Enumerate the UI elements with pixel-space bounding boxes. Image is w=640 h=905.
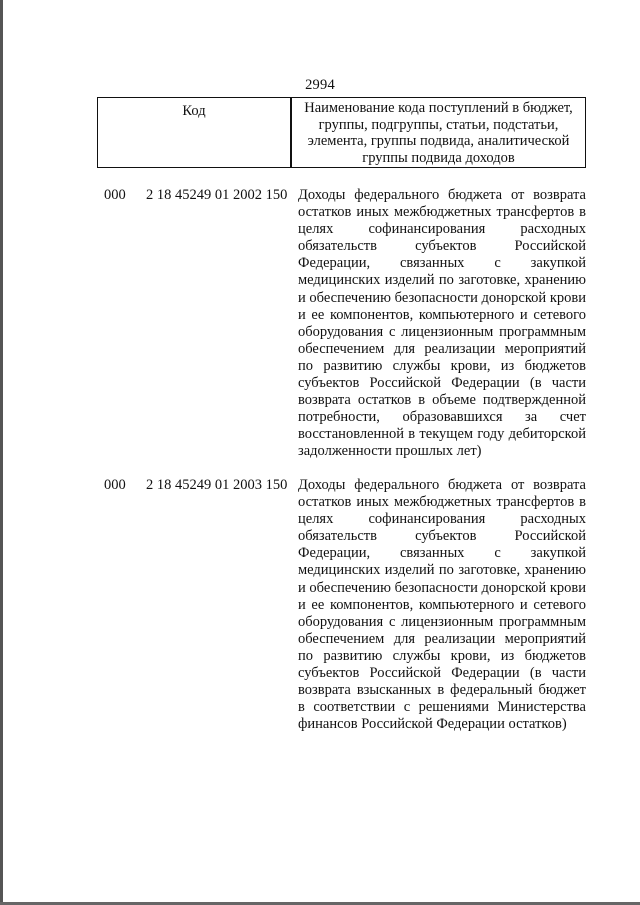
- revenue-code: 2 18 45249 01 2002 150: [146, 187, 288, 203]
- admin-code: 000: [104, 477, 126, 493]
- scan-edge-left: [0, 0, 3, 905]
- revenue-code: 2 18 45249 01 2003 150: [146, 477, 288, 493]
- header-name-label: Наименование кода поступлений в бюджет, группы, подгруппы, статьи, подстатьи, элемента, группы подвида, аналитической группы подвида доходов: [304, 100, 573, 166]
- admin-code: 000: [104, 187, 126, 203]
- header-table: [97, 97, 586, 168]
- revenue-description: Доходы федерального бюджета от возврата остатков иных межбюджетных трансфертов в целях софинансирования расходных обязательств субъектов Российской Федерации, связанных с закупкой медицинских изделий по заготовке, хранению и обеспечению безопасности донорской крови и ее компонентов, компьютерного и сетевого оборудования с лицензионным программным обеспечением для реализации мероприятий по развитию службы крови, из бюджетов субъектов Российской Федерации (в части возврата остатков в объеме подтвержденной потребности, образовавшихся за счет восстановленной в текущем году дебиторской задолженности прошлых лет): [298, 187, 586, 460]
- revenue-description: Доходы федерального бюджета от возврата остатков иных межбюджетных трансфертов в целях софинансирования расходных обязательств субъектов Российской Федерации, связанных с закупкой медицинских изделий по заготовке, хранению и обеспечению безопасности донорской крови и ее компонентов, компьютерного и сетевого оборудования с лицензионным программным обеспечением для реализации мероприятий по развитию службы крови, из бюджетов субъектов Российской Федерации (в части возврата взысканных в федеральный бюджет в соответствии с решениями Министерства финансов Российской Федерации остатков): [298, 477, 586, 733]
- page-number: 2994: [305, 77, 335, 93]
- header-code-label: Код: [182, 103, 206, 119]
